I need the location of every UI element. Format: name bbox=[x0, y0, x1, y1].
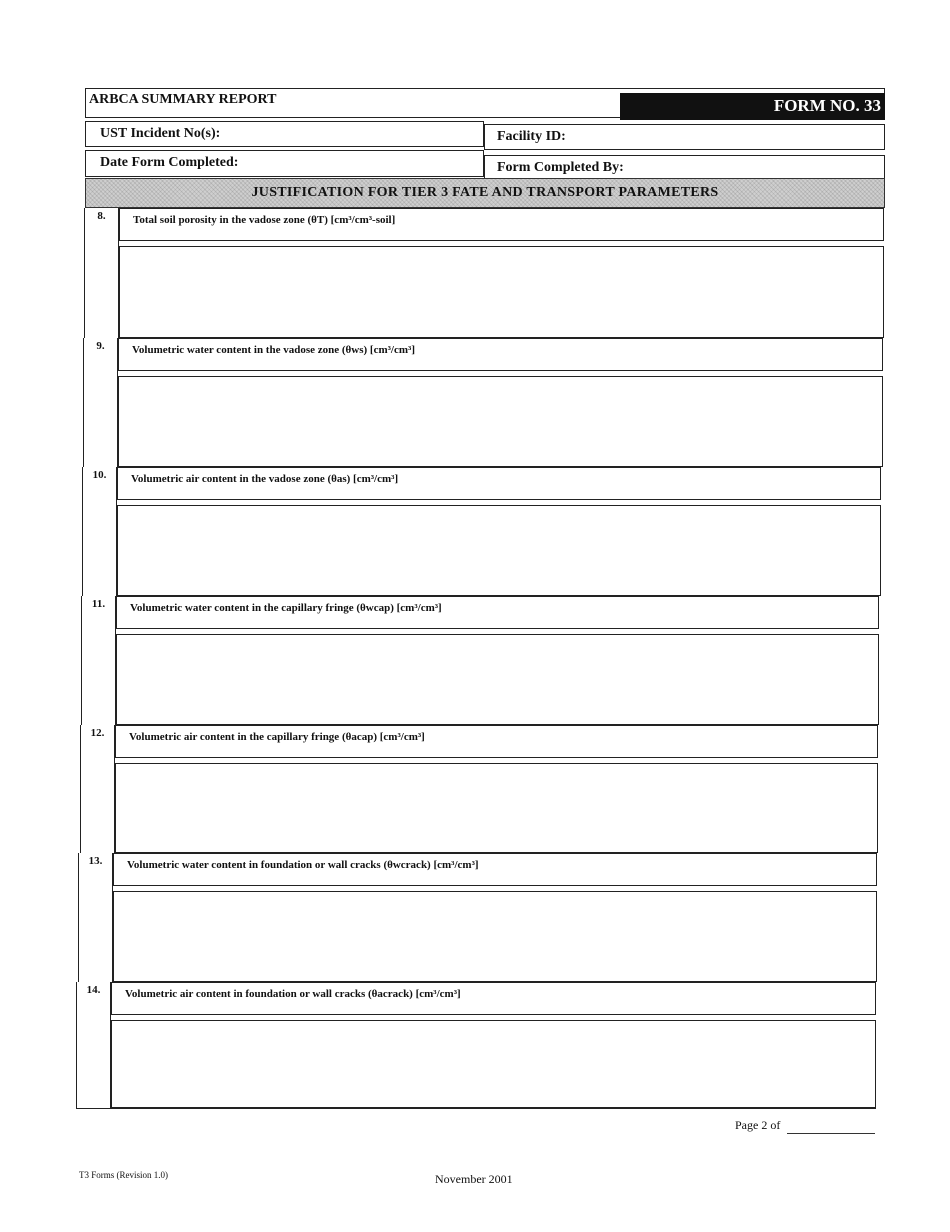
section-number: 10. bbox=[83, 467, 117, 596]
section-11 bbox=[81, 596, 879, 725]
footer-date: November 2001 bbox=[435, 1172, 513, 1186]
page-number-label: Page 2 of bbox=[735, 1118, 781, 1132]
section-label: Volumetric water content in the capillary fringe (θwcap) [cm³/cm³] bbox=[116, 596, 879, 629]
report-title: ARBCA SUMMARY REPORT bbox=[89, 92, 277, 107]
section-label: Volumetric air content in foundation or wall cracks (θacrack) [cm³/cm³] bbox=[111, 982, 876, 1015]
completed-by-field[interactable]: Form Completed By: bbox=[484, 155, 885, 181]
answer-box[interactable] bbox=[111, 1020, 876, 1108]
section-10 bbox=[82, 467, 881, 596]
section-number: 8. bbox=[85, 208, 119, 338]
section-label: Volumetric air content in the vadose zone (θas) [cm³/cm³] bbox=[117, 467, 881, 500]
answer-box[interactable] bbox=[116, 634, 879, 725]
section-8 bbox=[84, 208, 884, 338]
section-label: Volumetric water content in foundation or wall cracks (θwcrack) [cm³/cm³] bbox=[113, 853, 877, 886]
answer-box[interactable] bbox=[117, 505, 881, 596]
section-number: 14. bbox=[77, 982, 111, 1108]
form-number-badge: FORM NO. 33 bbox=[620, 93, 885, 120]
section-label: Total soil porosity in the vadose zone (θT) [cm³/cm³-soil] bbox=[119, 208, 884, 241]
section-label: Volumetric water content in the vadose zone (θws) [cm³/cm³] bbox=[118, 338, 883, 371]
section-number: 11. bbox=[82, 596, 116, 725]
section-number: 12. bbox=[81, 725, 115, 853]
revision-note: T3 Forms (Revision 1.0) bbox=[79, 1170, 168, 1180]
answer-box[interactable] bbox=[118, 376, 883, 467]
section-14 bbox=[76, 982, 876, 1109]
section-number: 9. bbox=[84, 338, 118, 467]
ust-incident-field[interactable]: UST Incident No(s): bbox=[85, 121, 484, 147]
answer-box[interactable] bbox=[113, 891, 877, 982]
section-label: Volumetric air content in the capillary fringe (θacap) [cm³/cm³] bbox=[115, 725, 878, 758]
page-total-blank[interactable] bbox=[787, 1133, 875, 1134]
section-13 bbox=[78, 853, 877, 982]
section-banner: JUSTIFICATION FOR TIER 3 FATE AND TRANSPORT PARAMETERS bbox=[85, 178, 885, 208]
answer-box[interactable] bbox=[115, 763, 878, 853]
section-number: 13. bbox=[79, 853, 113, 982]
facility-id-field[interactable]: Facility ID: bbox=[484, 124, 885, 150]
section-9 bbox=[83, 338, 883, 467]
date-completed-field[interactable]: Date Form Completed: bbox=[85, 150, 484, 177]
section-12 bbox=[80, 725, 878, 853]
answer-box[interactable] bbox=[119, 246, 884, 338]
